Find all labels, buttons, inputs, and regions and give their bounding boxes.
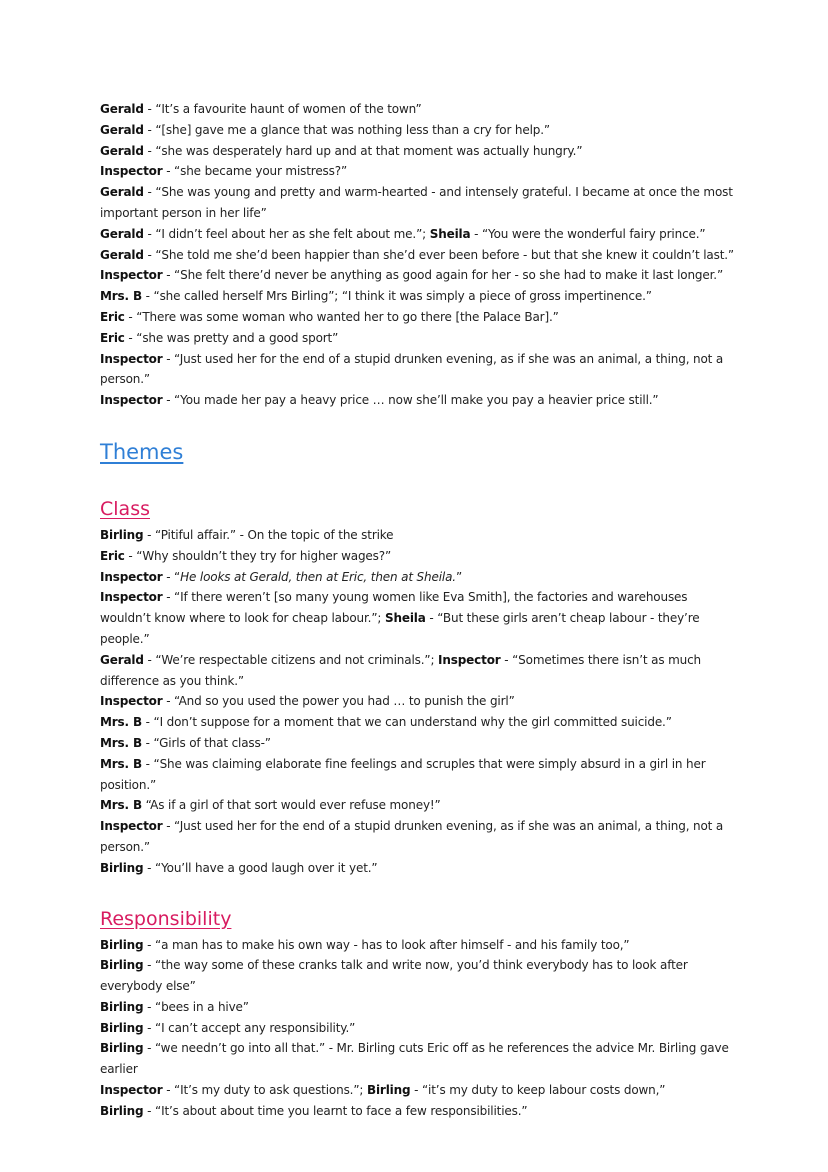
speaker-name: Inspector	[100, 694, 163, 709]
quote-text: - “You made her pay a heavy price … now she’ll make you pay a heavier price still.”	[162, 393, 659, 408]
quote-line	[100, 1080, 740, 1101]
speaker-name: Sheila	[384, 611, 426, 626]
quote-text: - “But these girls aren’t cheap labour - they’re people.”	[100, 611, 700, 646]
quote-line	[100, 795, 740, 816]
speaker-name: Mrs. B	[100, 715, 142, 730]
quote-text: - “she was pretty and a good sport”	[124, 330, 339, 345]
quote-line	[100, 935, 740, 956]
quote-text: - “It’s about about time you learnt to face a few responsibilities.”	[143, 1103, 528, 1118]
speaker-name: Inspector	[100, 590, 163, 605]
quote-text: - “You were the wonderful fairy prince.”	[470, 226, 706, 241]
quote-text: - “If there weren’t [so many young women like Eva Smith], the factories and warehouses wouldn’t know where to look for cheap labour.”;	[100, 590, 688, 626]
quote-text: ”	[455, 569, 463, 584]
speaker-name: Mrs. B	[100, 289, 142, 304]
speaker-name: Birling	[100, 999, 144, 1014]
speaker-name: Inspector	[100, 268, 163, 283]
speaker-name: Eric	[100, 548, 125, 563]
quote-line	[100, 99, 740, 120]
quote-text: - “Just used her for the end of a stupid drunken evening, as if she was an animal, a thing, not a person.”	[100, 351, 724, 387]
quote-line	[100, 182, 740, 224]
quote-text: - “Girls of that class-”	[142, 735, 271, 750]
quote-text: - “You’ll have a good laugh over it yet.”	[143, 860, 378, 875]
quote-line	[100, 546, 740, 567]
quote-text: - “It’s my duty to ask questions.”;	[162, 1083, 367, 1098]
quote-line	[100, 858, 740, 879]
quote-text: - “[she] gave me a glance that was nothing less than a cry for help.”	[143, 122, 551, 137]
quote-line	[100, 733, 740, 754]
quote-text: - “I didn’t feel about her as she felt about me.”;	[143, 226, 430, 241]
quote-text: - “We’re respectable citizens and not criminals.”;	[143, 652, 439, 667]
quote-line	[100, 997, 740, 1018]
speaker-name: Birling	[366, 1083, 411, 1098]
speaker-name: Inspector	[100, 1083, 163, 1098]
quote-text: - “bees in a hive”	[143, 999, 249, 1014]
quote-line	[100, 328, 740, 349]
quote-text: - “There was some woman who wanted her to go there [the Palace Bar].”	[124, 309, 559, 324]
quote-text: - “Pitiful affair.” - On the topic of the strike	[143, 527, 394, 542]
speaker-name: Gerald	[100, 143, 144, 158]
speaker-name: Inspector	[438, 652, 501, 667]
quote-line	[100, 161, 740, 182]
speaker-name: Gerald	[100, 247, 144, 262]
quote-text: - “	[162, 569, 181, 584]
quote-line	[100, 1101, 740, 1122]
quote-text: - “Just used her for the end of a stupid drunken evening, as if she was an animal, a thing, not a person.”	[100, 819, 724, 854]
quote-line	[100, 650, 740, 692]
quote-text: “As if a girl of that sort would ever refuse money!”	[142, 798, 441, 813]
speaker-name: Birling	[100, 1103, 144, 1118]
quote-text: - “we needn’t go into all that.” - Mr. Birling cuts Eric off as he references the advice Mr. Birling gave earlier	[100, 1041, 729, 1077]
quote-line	[100, 245, 740, 266]
speaker-name: Inspector	[100, 819, 163, 834]
speaker-name: Birling	[100, 937, 144, 952]
speaker-name: Gerald	[100, 652, 144, 667]
speaker-name: Sheila	[429, 226, 471, 241]
quote-line	[100, 567, 740, 588]
quote-line	[100, 691, 740, 712]
quote-text: - “And so you used the power you had … to punish the girl”	[162, 694, 515, 709]
quote-text: - “she called herself Mrs Birling”; “I think it was simply a piece of gross impertinence.”	[142, 289, 652, 304]
quote-line	[100, 587, 740, 649]
quote-text: - “she was desperately hard up and at that moment was actually hungry.”	[143, 143, 583, 158]
quote-text: - “She told me she’d been happier than she’d ever been before - but that she knew it couldn’t last.”	[143, 247, 734, 262]
class-heading: Class	[100, 497, 150, 520]
quote-line	[100, 712, 740, 733]
speaker-name: Gerald	[100, 122, 144, 137]
quote-text: - “She felt there’d never be anything as good again for her - so she had to make it last longer.”	[162, 268, 724, 283]
quote-text: - “It’s a favourite haunt of women of the town”	[143, 102, 422, 116]
speaker-name: Gerald	[100, 185, 144, 200]
themes-heading: Themes	[100, 439, 184, 464]
speaker-name: Birling	[100, 860, 144, 875]
speaker-name: Birling	[100, 1020, 144, 1035]
speaker-name: Inspector	[100, 164, 163, 179]
quote-line	[100, 286, 740, 307]
stage-direction: He looks at Gerald, then at Eric, then at Sheila.	[180, 569, 456, 584]
speaker-name: Mrs. B	[100, 798, 142, 813]
quote-line	[100, 1038, 740, 1080]
quote-text: - “She was claiming elaborate fine feelings and scruples that were simply absurd in a girl in her position.”	[100, 756, 706, 792]
speaker-name: Gerald	[100, 102, 144, 116]
quote-line	[100, 265, 740, 286]
quote-text: - “Sometimes there isn’t as much difference as you think.”	[100, 652, 702, 688]
quote-text: - “I can’t accept any responsibility.”	[143, 1020, 356, 1035]
document-page	[100, 99, 740, 1122]
quote-text: - “it’s my duty to keep labour costs down,”	[410, 1083, 666, 1098]
quote-list-top	[100, 99, 740, 411]
quote-list-responsibility	[100, 935, 740, 1122]
quote-line	[100, 224, 740, 245]
speaker-name: Inspector	[100, 351, 163, 366]
speaker-name: Birling	[100, 527, 144, 542]
quote-line	[100, 141, 740, 162]
quote-line	[100, 349, 740, 391]
speaker-name: Inspector	[100, 393, 163, 408]
speaker-name: Birling	[100, 1041, 144, 1056]
speaker-name: Inspector	[100, 569, 163, 584]
quote-line	[100, 525, 740, 546]
speaker-name: Gerald	[100, 226, 144, 241]
quote-line	[100, 754, 740, 796]
quote-text: - “I don’t suppose for a moment that we can understand why the girl committed suicide.”	[142, 715, 672, 730]
quote-text: - “She was young and pretty and warm-hearted - and intensely grateful. I became at once the most important person in her life”	[100, 185, 733, 220]
quote-line	[100, 1018, 740, 1039]
speaker-name: Mrs. B	[100, 735, 142, 750]
speaker-name: Eric	[100, 309, 125, 324]
quote-line	[100, 390, 740, 411]
responsibility-heading: Responsibility	[100, 907, 232, 930]
quote-line	[100, 816, 740, 858]
quote-line	[100, 955, 740, 997]
quote-line	[100, 120, 740, 141]
speaker-name: Birling	[100, 958, 144, 973]
quote-text: - “Why shouldn’t they try for higher wages?”	[124, 548, 392, 563]
speaker-name: Mrs. B	[100, 756, 142, 771]
speaker-name: Eric	[100, 330, 125, 345]
quote-text: - “she became your mistress?”	[162, 164, 348, 179]
quote-text: - “the way some of these cranks talk and write now, you’d think everybody has to look after everybody else”	[100, 958, 688, 994]
quote-text: - “a man has to make his own way - has to look after himself - and his family too,”	[143, 937, 630, 952]
quote-line	[100, 307, 740, 328]
quote-list-class	[100, 525, 740, 879]
